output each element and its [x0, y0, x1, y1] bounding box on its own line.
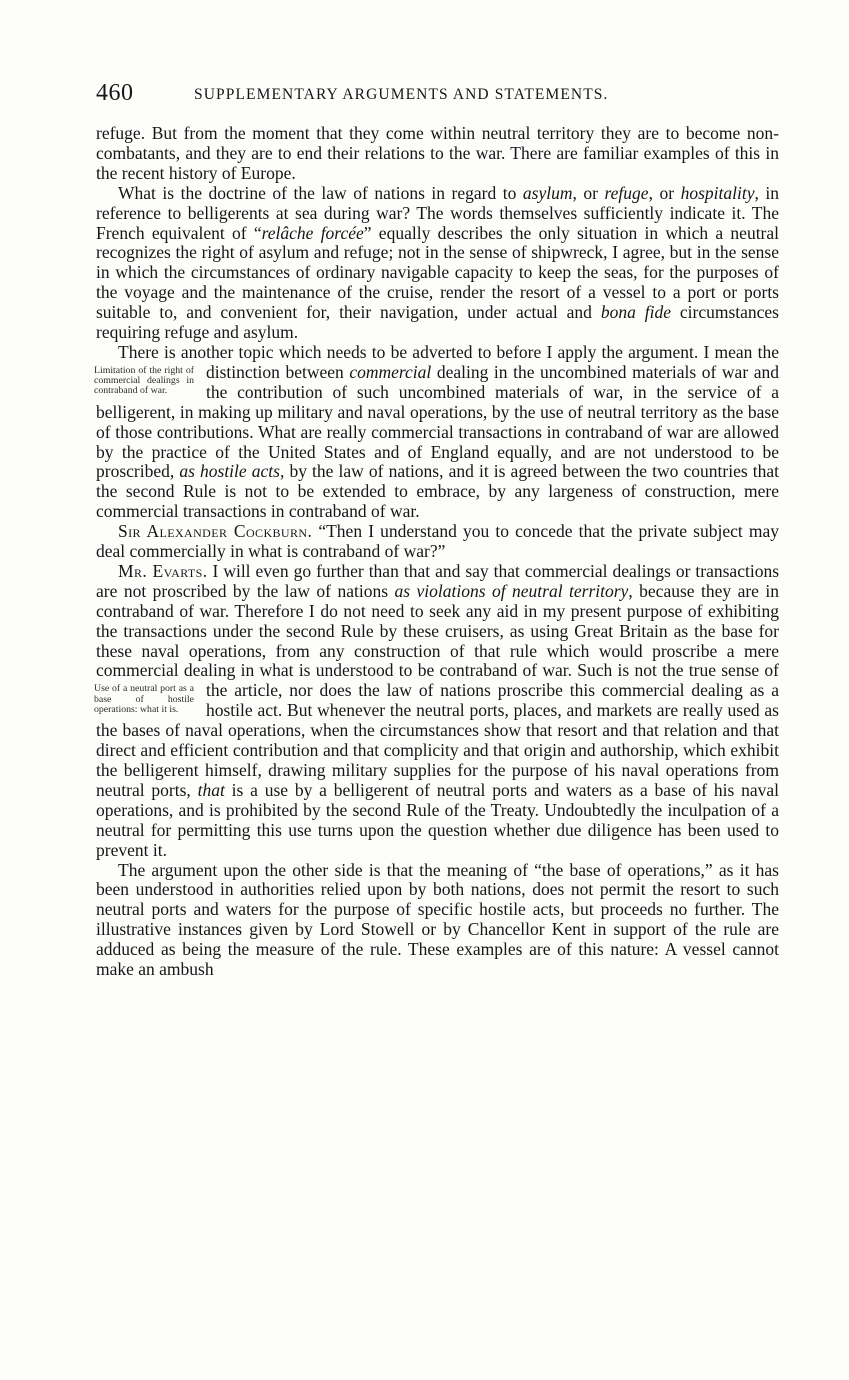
text-run: , by the law of nations, and it is agreed between the two countries that the second Rule is not to be extended to embrace, by any largeness of construction, mere commercial transactions in contraband of war. — [96, 461, 779, 522]
italic-term-asylum: asylum — [522, 182, 573, 203]
margin-note-base-of-operations: Use of a neutral port as a base of hostile operations: what it is. — [94, 683, 194, 715]
italic-term-that: that — [197, 779, 225, 800]
paragraph-4 — [96, 522, 779, 562]
speaker-evarts: Mr. Evarts. — [118, 560, 208, 581]
page-number: 460 — [96, 80, 134, 106]
text-run: circumstances requiring refuge and asylum. — [96, 302, 779, 343]
text-run: is a use by a belligerent of neutral ports and waters as a base of his naval operations, and is prohibited by the second Rule of the Treaty. Undoubtedly the inculpation of a neutral for permitting this use turns upon the question whether due diligence has been used to prevent it. — [96, 779, 779, 860]
text-run: There is another topic which needs to be adverted to before I apply the argument. I mean the distinction between — [118, 341, 779, 382]
running-head: SUPPLEMENTARY ARGUMENTS AND STATEMENTS. — [194, 86, 609, 103]
speaker-cockburn: Sir Alexander Cockburn. — [118, 521, 313, 542]
text-run: , or — [572, 182, 605, 203]
italic-term-violations: as violations of neutral territory — [394, 580, 629, 601]
italic-term-relache-forcee: relâche forcée — [261, 222, 364, 243]
italic-term-bona-fide: bona fide — [600, 302, 671, 323]
text-run: , because they are in contraband of war. Therefore I do not need to seek any aid in my present purpose of exhibiting the transactions under the second Rule by these cruisers, as using Great Britain as the base for these naval operations, from any construction of that rule which would proscribe a mere commercial dealing in what is understood to be contraband of war. Such is not the true sense of the article, nor does the law of nations proscribe this com Use of a neutral port as a base of hostile operations: what it is. mercial dealing as a hostile act. But whenever the neutral ports, places, and markets are really used as the bases of naval operations, when the circumstances show that resort and that relation and that direct and efficient contribution and that complicity and that origin and authorship, which exhibit the belligerent himself, drawing military supplies for the purpose of his naval operations from neutral ports, — [94, 580, 779, 800]
text-run: , or — [648, 182, 681, 203]
italic-term-refuge: refuge — [604, 182, 649, 203]
paragraph-2 — [96, 184, 779, 343]
italic-term-hostile-acts: as hostile acts — [179, 461, 280, 482]
page-body — [96, 124, 779, 980]
page-header — [96, 80, 796, 108]
paragraph-3 — [96, 343, 779, 522]
text-run: “Then I understand you to concede that the private subject may deal commercially in what is contraband of war?” — [96, 521, 779, 562]
paragraph-6: The argument upon the other side is that the meaning of “the base of operations,” as it has been understood in authorities relied upon by both nations, does not permit the resort to such neutral ports and waters for the purpose of specific hostile acts, but proceeds no further. The illustrative instances given by Lord Stowell or by Chancellor Kent in support of the rule are adduced as being the measure of the rule. These examples are of this nature: A vessel cannot make an ambush — [96, 859, 779, 980]
text-run: What is the doctrine of the law of nations in regard to — [118, 182, 523, 203]
margin-note-contraband: Limitation of the right of commercial dealings in contraband of war. — [94, 364, 194, 397]
text-run: ” equally describes the only situation in which a neutral recognizes the right of asylum and refuge; not in the sense of shipwreck, I agree, but in the sense in which the circumstances of ordinary navigable capacity to keep the seas, for the purposes of the voyage and the maintenance of the cruise, render the resort of a vessel to a port or ports suitable to, and convenient for, their navigation, under actual and — [96, 222, 780, 323]
paragraph-1: refuge. But from the moment that they come within neutral territory they are to become non-combatants, and they are to end their relations to the war. There are familiar examples of this in the recent history of Europe. — [96, 123, 779, 183]
text-run: I will even go further than that and say that commercial dealings or transactions are not proscribed by the law of nations — [96, 560, 779, 601]
text-run: dealing in the uncombined materials of war and the contribution of such uncombined materials of war, in the service of a belligerent, in making up military and naval operations, by the use of neutral territory as the base of those contributions. What are really commercial transactions in contraband of war are allowed by the practice of the United States and of England equally, and are not understood to be proscribed, — [96, 361, 779, 482]
paragraph-5 — [96, 562, 779, 861]
italic-term-commercial: commercial — [349, 361, 432, 382]
italic-term-hospitality: hospitality — [680, 182, 755, 203]
text-run: , in reference to belligerents at sea during war? The words themselves sufficiently indicate it. The French equivalent of “ — [96, 182, 779, 243]
